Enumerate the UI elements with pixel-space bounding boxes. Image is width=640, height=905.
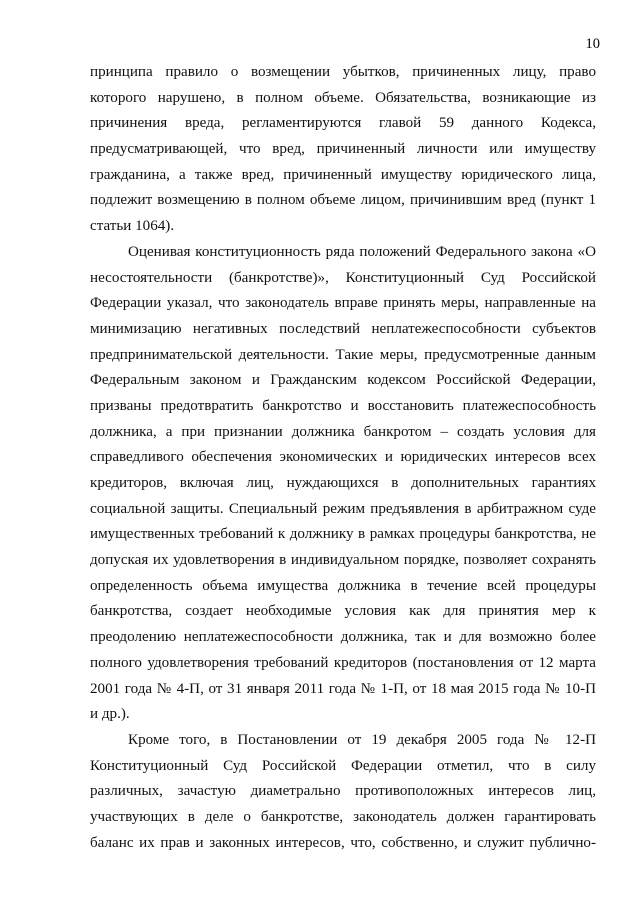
text-line: 2001 года № 4-П, от 31 января 2011 года № 1-П, от 18 мая 2015 года № 10-П <box>90 680 596 697</box>
page-number: 10 <box>585 36 600 52</box>
text-line: минимизацию негативных последствий неплатежеспособности субъектов <box>90 320 596 337</box>
text-line: которого нарушено, в полном объеме. Обязательства, возникающие из <box>90 89 596 106</box>
text-line: Федеральным законом и Гражданским кодексом Российской Федерации, <box>90 372 596 389</box>
text-line: кредиторов, включая лиц, нуждающихся в дополнительных гарантиях <box>90 475 596 491</box>
text-line: участвующих в деле о банкротстве, законодатель должен гарантировать <box>90 808 596 825</box>
text-line: справедливого обеспечения экономических и юридических интересов всех <box>90 449 596 466</box>
text-line: баланс их прав и законных интересов, что, собственно, и служит публично- <box>90 834 596 851</box>
text-line: подлежит возмещению в полном объеме лицом, причинившим вред (пункт 1 <box>90 192 596 209</box>
text-line: имущественных требований к должнику в рамках процедуры банкротства, не <box>90 526 596 543</box>
text-line: принципа правило о возмещении убытков, причиненных лицу, право <box>90 64 596 80</box>
text-line: должника, а при признании должника банкротом – создать условия для <box>90 423 596 440</box>
text-line: несостоятельности (банкротстве)», Конституционный Суд Российской <box>90 269 596 286</box>
document-body <box>90 60 596 856</box>
text-line: различных, зачастую диаметрально противоположных интересов лиц, <box>90 783 596 800</box>
text-line: социальной защиты. Специальный режим предъявления в арбитражном суде <box>90 500 596 517</box>
text-line: причинения вреда, регламентируются главой 59 данного Кодекса, <box>90 115 596 132</box>
text-line: определенность объема имущества должника в течение всей процедуры <box>90 577 596 594</box>
text-line: призваны предотвратить банкротство и восстановить платежеспособность <box>90 397 596 414</box>
text-line: статьи 1064). <box>90 218 175 235</box>
text-line: Кроме того, в Постановлении от 19 декабря 2005 года № 12-П <box>128 731 596 748</box>
text-line: допуская их удовлетворения в индивидуальном порядке, позволяет сохранять <box>90 552 596 569</box>
text-line: гражданина, а также вред, причиненный имуществу юридического лица, <box>90 166 596 183</box>
text-line: преодолению неплатежеспособности должника, так и для возможно более <box>90 629 596 646</box>
text-line: полного удовлетворения требований кредиторов (постановления от 12 марта <box>90 654 596 671</box>
text-line: Оценивая конституционность ряда положений Федерального закона «О <box>128 243 596 260</box>
text-line: предпринимательской деятельности. Такие меры, предусмотренные данным <box>90 346 596 363</box>
text-line: Конституционный Суд Российской Федерации отметил, что в силу <box>90 757 596 774</box>
text-line: предусматривающей, что вред, причиненный личности или имуществу <box>90 141 596 158</box>
text-line: и др.). <box>90 706 130 723</box>
text-line: Федерации указал, что законодатель вправе принять меры, направленные на <box>90 295 596 312</box>
text-line: банкротства, создает необходимые условия как для принятия мер к <box>90 603 596 620</box>
